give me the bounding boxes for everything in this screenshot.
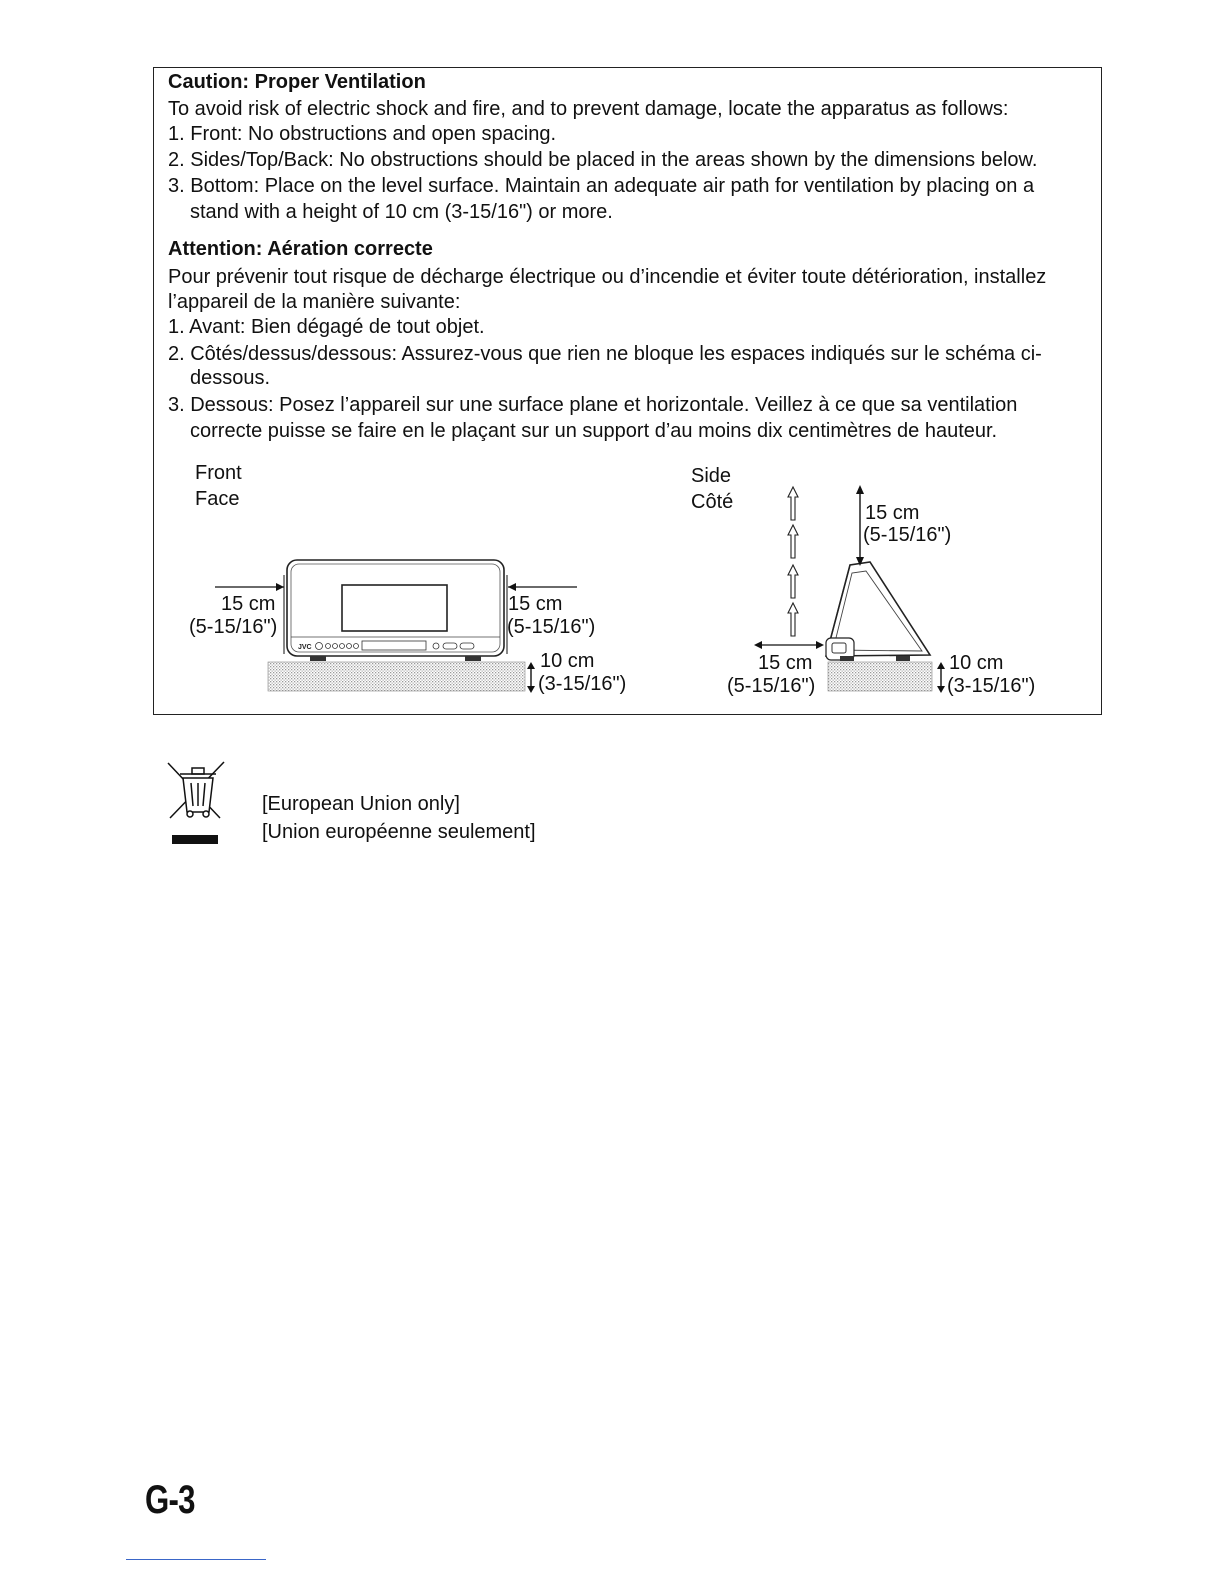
caution-item-3-cont: stand with a height of 10 cm (3-15/16") or more. xyxy=(190,201,613,223)
attention-item-3: 3. Dessous: Posez l’appareil sur une surface plane et horizontale. Veillez à ce que sa ventilation xyxy=(168,394,1018,416)
crossed-out-bin-icon xyxy=(168,762,224,818)
side-top-dim-cm: 15 cm xyxy=(865,502,920,524)
caution-item-1: 1. Front: No obstructions and open spacing. xyxy=(168,123,557,145)
caution-item-2: 2. Sides/Top/Back: No obstructions should be placed in the areas shown by the dimensions below. xyxy=(168,149,1038,171)
front-right-dim-in: (5-15/16") xyxy=(507,616,596,638)
attention-item-2-cont: dessous. xyxy=(190,367,271,389)
side-height-dim-in: (3-15/16") xyxy=(947,675,1036,697)
side-unit-illustration xyxy=(826,562,930,661)
front-label-fr: Face xyxy=(195,488,240,510)
side-top-dim-in: (5-15/16") xyxy=(863,524,952,546)
footer-rule xyxy=(126,1559,266,1560)
front-stand xyxy=(268,662,525,691)
side-label-en: Side xyxy=(691,465,732,487)
side-height-dim-cm: 10 cm xyxy=(949,652,1004,674)
attention-intro-2: l’appareil de la manière suivante: xyxy=(168,291,461,313)
attention-intro-1: Pour prévenir tout risque de décharge électrique ou d’incendie et éviter toute détérioration, installez xyxy=(168,266,1047,288)
eu-only-fr: [Union européenne seulement] xyxy=(262,821,536,843)
attention-item-1: 1. Avant: Bien dégagé de tout objet. xyxy=(168,316,485,338)
side-stand xyxy=(828,662,932,691)
eu-only-en: [European Union only] xyxy=(262,793,460,815)
caution-title: Caution: Proper Ventilation xyxy=(168,71,426,93)
attention-item-2: 2. Côtés/dessus/dessous: Assurez-vous que rien ne bloque les espaces indiqués sur le schéma ci- xyxy=(168,343,1042,365)
side-label-fr: Côté xyxy=(691,491,734,513)
side-back-dim-cm: 15 cm xyxy=(758,652,813,674)
front-brand-logo: JVC xyxy=(298,644,312,651)
side-back-dim-in: (5-15/16") xyxy=(727,675,816,697)
attention-item-3-cont: correcte puisse se faire en le plaçant sur un support d’au moins dix centimètres de hauteur. xyxy=(190,420,998,442)
side-rear-clearance-arrows xyxy=(788,487,798,636)
front-label-en: Front xyxy=(195,462,242,484)
front-unit-illustration xyxy=(287,560,504,661)
caution-item-3: 3. Bottom: Place on the level surface. Maintain an adequate air path for ventilation by placing on a xyxy=(168,175,1035,197)
front-left-dim-cm: 15 cm xyxy=(221,593,276,615)
front-height-dim-cm: 10 cm xyxy=(540,650,595,672)
weee-bar-symbol xyxy=(172,835,218,844)
front-left-dim-in: (5-15/16") xyxy=(189,616,278,638)
caution-intro: To avoid risk of electric shock and fire, and to prevent damage, locate the apparatus as follows: xyxy=(168,98,1009,120)
page-number: G-3 xyxy=(145,1478,195,1522)
front-height-dim-in: (3-15/16") xyxy=(538,673,627,695)
front-right-dim-cm: 15 cm xyxy=(508,593,563,615)
attention-title: Attention: Aération correcte xyxy=(168,238,433,260)
